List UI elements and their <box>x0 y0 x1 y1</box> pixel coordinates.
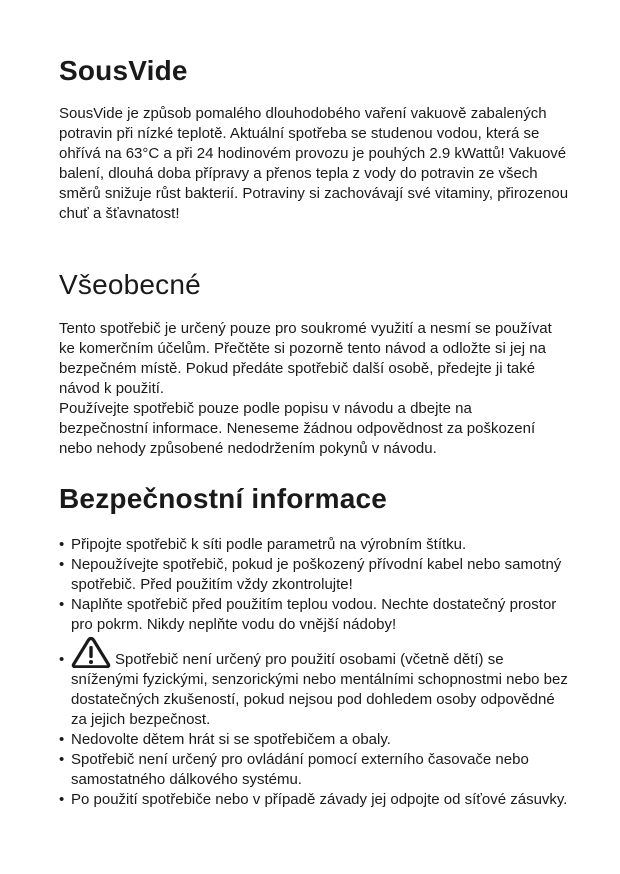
safety-list-a <box>59 535 571 635</box>
list-item <box>59 730 571 750</box>
bullet: • <box>59 731 65 748</box>
general-paragraph-1: Tento spotřebič je určený pouze pro soukromé využití a nesmí se používat ke komerčním účelům. Přečtěte si pozorně tento návod a odložte si jej na bezpečném místě. Pokud předáte spotřebič další osobě, předejte ji také návod k použití. <box>59 320 552 397</box>
list-item-text: Nedovolte dětem hrát si se spotřebičem a obaly. <box>71 731 391 748</box>
general-paragraph-2: Používejte spotřebič pouze podle popisu v návodu a dbejte na bezpečnostní informace. Neneseme žádnou odpovědnost za poškození nebo nehody způsobené nedodržením pokynů v návodu. <box>59 400 536 457</box>
list-item <box>59 535 571 555</box>
warning-item-text: Spotřebič není určený pro použití osobami (včetně dětí) se sníženými fyzickými, senzorickými nebo mentálními schopnostmi nebo bez dostatečných zkušeností, pokud nejsou pod dohledem osoby odpovědné za jejich bezpečnost. <box>71 651 568 728</box>
list-item-text: Naplňte spotřebič před použitím teplou vodou. Nechte dostatečný prostor pro pokrm. Nikdy neplňte vodu do vnější nádoby! <box>71 596 557 633</box>
sousvide-paragraph: SousVide je způsob pomalého dlouhodobého vaření vakuově zabalených potravin při nízké teplotě. Aktuální spotřeba se studenou vodou, která se ohřívá na 63°C a při 24 hodinovém provozu je pouhých 2.9 kWattů! Vakuové balení, dlouhá doba přípravy a přenos tepla z vody do potravin ze všech směrů snižuje růst bakterií. Potraviny si zachovávají své vitaminy, přirozenou chuť a šťavnatost! <box>59 105 569 222</box>
bullet: • <box>59 751 65 768</box>
list-item <box>59 790 571 810</box>
safety-list-b <box>59 636 571 810</box>
list-item <box>59 750 571 790</box>
bullet: • <box>59 556 65 573</box>
list-item-text: Spotřebič není určený pro ovládání pomocí externího časovače nebo samostatného dálkového systému. <box>71 751 529 788</box>
section-title-sousvide: SousVide <box>59 55 188 86</box>
section-title-general: Všeobecné <box>59 269 201 300</box>
list-item-text: Nepoužívejte spotřebič, pokud je poškozený přívodní kabel nebo samotný spotřebič. Před použitím vždy zkontrolujte! <box>71 556 562 593</box>
section-title-safety: Bezpečnostní informace <box>59 483 388 514</box>
bullet: • <box>59 536 65 553</box>
list-item-text: Připojte spotřebič k síti podle parametrů na výrobním štítku. <box>71 536 467 553</box>
general-text <box>59 319 564 459</box>
list-item <box>59 595 571 635</box>
bullet: • <box>59 596 65 613</box>
list-item-text: Po použití spotřebiče nebo v případě závady jej odpojte od síťové zásuvky. <box>71 791 568 808</box>
list-item-warning <box>59 636 571 730</box>
bullet: • <box>59 791 65 808</box>
bullet: • <box>59 651 65 668</box>
list-item <box>59 555 571 595</box>
warning-triangle-icon <box>71 636 111 668</box>
